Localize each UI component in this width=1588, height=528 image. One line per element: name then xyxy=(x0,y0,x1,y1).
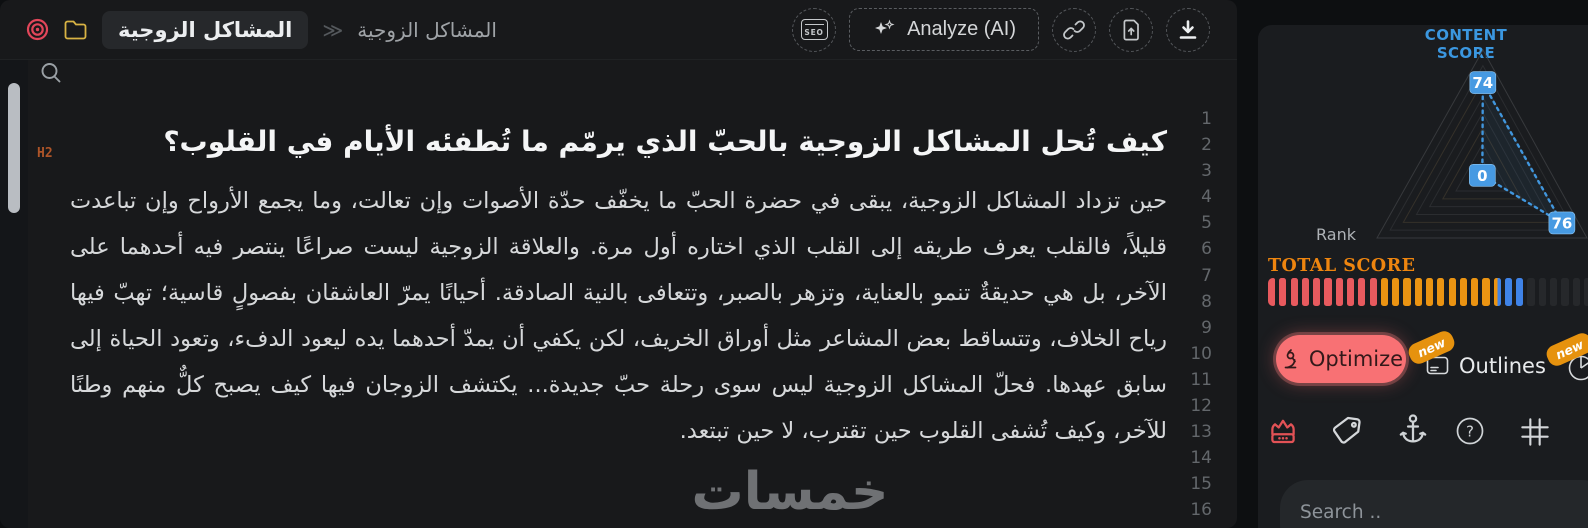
svg-text:?: ? xyxy=(1466,422,1474,441)
total-score-bar xyxy=(1268,278,1588,306)
score-segment-red xyxy=(1302,278,1309,306)
line-number: 14 xyxy=(1190,448,1212,469)
score-segment-orange xyxy=(1415,278,1422,306)
score-segment-orange xyxy=(1471,278,1478,306)
line-numbers xyxy=(1182,106,1212,524)
line-number: 3 xyxy=(1201,161,1212,182)
score-segment-red xyxy=(1268,278,1275,306)
sparkles-icon xyxy=(872,18,896,42)
score-segment-gray xyxy=(1561,278,1568,306)
score-segment-red xyxy=(1313,278,1320,306)
analyze-ai-label: Analyze (AI) xyxy=(907,18,1016,40)
score-segment-red xyxy=(1336,278,1343,306)
folder-icon[interactable] xyxy=(63,19,88,41)
new-badge: new xyxy=(1544,330,1588,368)
score-segment-gray xyxy=(1550,278,1557,306)
score-segment-orange xyxy=(1403,278,1410,306)
seo-sidebar xyxy=(1258,25,1588,528)
line-number: 2 xyxy=(1201,135,1212,156)
score-segment-orange xyxy=(1381,278,1388,306)
total-score-title: TOTAL SCORE xyxy=(1268,256,1416,276)
score-segment-gray xyxy=(1527,278,1534,306)
svg-text:74: 74 xyxy=(1472,74,1494,93)
score-segment-red xyxy=(1279,278,1286,306)
microscope-icon xyxy=(1279,348,1302,371)
new-badge: new xyxy=(1406,328,1457,366)
line-number: 5 xyxy=(1201,213,1212,234)
tag-icon[interactable] xyxy=(1330,413,1364,451)
article-heading[interactable]: كيف تُحل المشاكل الزوجية بالحبّ الذي يرمّم ما تُطفئه الأيام في القلوب؟ xyxy=(163,125,1167,158)
line-number: 15 xyxy=(1190,474,1212,495)
editor-content-area[interactable] xyxy=(70,120,1167,454)
score-segment-red xyxy=(1324,278,1331,306)
breadcrumb-current[interactable]: المشاكل الزوجية xyxy=(102,11,308,49)
content-score-radar xyxy=(1320,41,1588,247)
help-icon[interactable] xyxy=(1454,415,1486,451)
h2-block-marker[interactable]: H2 xyxy=(37,146,53,161)
khamsat-watermark: خمسات xyxy=(691,462,889,522)
breadcrumb-separator-icon: ≫ xyxy=(322,17,344,42)
score-segment-red xyxy=(1358,278,1365,306)
line-number: 4 xyxy=(1201,187,1212,208)
line-number: 8 xyxy=(1201,291,1212,312)
optimize-button[interactable] xyxy=(1276,335,1406,383)
score-segment-gray xyxy=(1539,278,1546,306)
line-number: 11 xyxy=(1190,369,1212,390)
svg-text:0: 0 xyxy=(1477,166,1488,185)
optimize-label: Optimize xyxy=(1308,347,1404,371)
score-segment-orange xyxy=(1482,278,1489,306)
outlines-label: Outlines xyxy=(1459,353,1546,378)
radar-data-polygon xyxy=(1482,83,1562,223)
score-segment-orange xyxy=(1392,278,1399,306)
search-in-doc-icon[interactable] xyxy=(38,60,65,91)
score-segment-blue xyxy=(1516,278,1523,306)
analyze-ai-button[interactable] xyxy=(849,8,1039,51)
target-icon[interactable] xyxy=(26,18,49,41)
radar-value-badge xyxy=(1470,72,1496,94)
score-segment-orange xyxy=(1460,278,1467,306)
export-file-button[interactable] xyxy=(1109,8,1153,52)
svg-text:76: 76 xyxy=(1551,214,1573,233)
toolbar-actions xyxy=(792,8,1210,52)
score-segment-blue xyxy=(1505,278,1512,306)
radar-value-badge xyxy=(1469,164,1495,186)
anchor-icon[interactable] xyxy=(1396,412,1430,452)
link-icon xyxy=(1062,18,1086,42)
line-number: 1 xyxy=(1201,109,1212,129)
editor-topbar xyxy=(0,0,1237,60)
line-number: 16 xyxy=(1190,500,1212,521)
vertical-scrollbar[interactable] xyxy=(8,83,20,213)
score-segment-orange xyxy=(1437,278,1444,306)
download-button[interactable] xyxy=(1166,8,1210,52)
line-number: 6 xyxy=(1201,239,1212,260)
line-number: 7 xyxy=(1201,265,1212,286)
file-upload-icon xyxy=(1120,18,1143,42)
line-number: 12 xyxy=(1190,396,1212,417)
radar-value-badge xyxy=(1549,212,1575,234)
breadcrumb-parent[interactable]: المشاكل الزوجية xyxy=(357,17,497,42)
link-button[interactable] xyxy=(1052,8,1096,52)
score-segment-gray xyxy=(1573,278,1580,306)
article-paragraph[interactable]: حين تزداد المشاكل الزوجية، يبقى في حضرة الحبّ ما يخفّف حدّة الأصوات وإن تعالت، وما يجمع الأرواح وإن تباعدت قليلاً، فالقلب يعرف طريقه إلى القلب الذي اختاره أول مرة. والعلاقة الزوجية ليست صراعًا ينتصر فيه أحدهما على الآخر، بل هي حديقةٌ تنمو بالعناية، وتزهر بالصبر، وتتعافى بالنية الصادقة. أحيانًا يمرّ العاشقان بفصولٍ قاسية؛ تهبّ فيها رياح الخلاف، وتتساقط بعض المشاعر مثل أوراق الخريف، لكن يكفي أن يمدّ أحدهما يده ليعود الدفء، وتعود الحياة إلى سابق عهدها. فحلّ المشاكل الزوجية ليس سوى رحلة حبّ جديدة... يكتشف الزوجان فيها كيف يصبح كلٌّ منهم وطنًا للآخر، وكيف تُشفى القلوب حين تقترب، لا حين تبتعد. xyxy=(70,188,1167,444)
download-icon xyxy=(1176,18,1200,42)
score-segment-red xyxy=(1370,278,1377,306)
rank-axis-label: Rank xyxy=(1316,225,1356,244)
score-segment-red xyxy=(1347,278,1354,306)
line-number: 9 xyxy=(1201,317,1212,338)
outlines-button[interactable] xyxy=(1424,353,1546,378)
score-segment-gray xyxy=(1584,278,1588,306)
premium-crown-icon[interactable] xyxy=(1266,413,1300,451)
score-segment-orange xyxy=(1426,278,1433,306)
search-box xyxy=(1280,480,1588,528)
breadcrumb xyxy=(26,11,497,49)
search-input[interactable] xyxy=(1300,502,1580,523)
grid-icon[interactable] xyxy=(1518,416,1552,452)
seo-button[interactable] xyxy=(792,8,836,52)
content-score-title: CONTENT SCORE xyxy=(1424,26,1508,62)
score-segment-orange xyxy=(1449,278,1456,306)
score-segment-red xyxy=(1291,278,1298,306)
score-segment-orangeblue xyxy=(1494,278,1501,306)
seo-icon: SEO xyxy=(801,19,828,40)
line-number: 13 xyxy=(1190,422,1212,443)
line-number: 10 xyxy=(1190,343,1212,364)
